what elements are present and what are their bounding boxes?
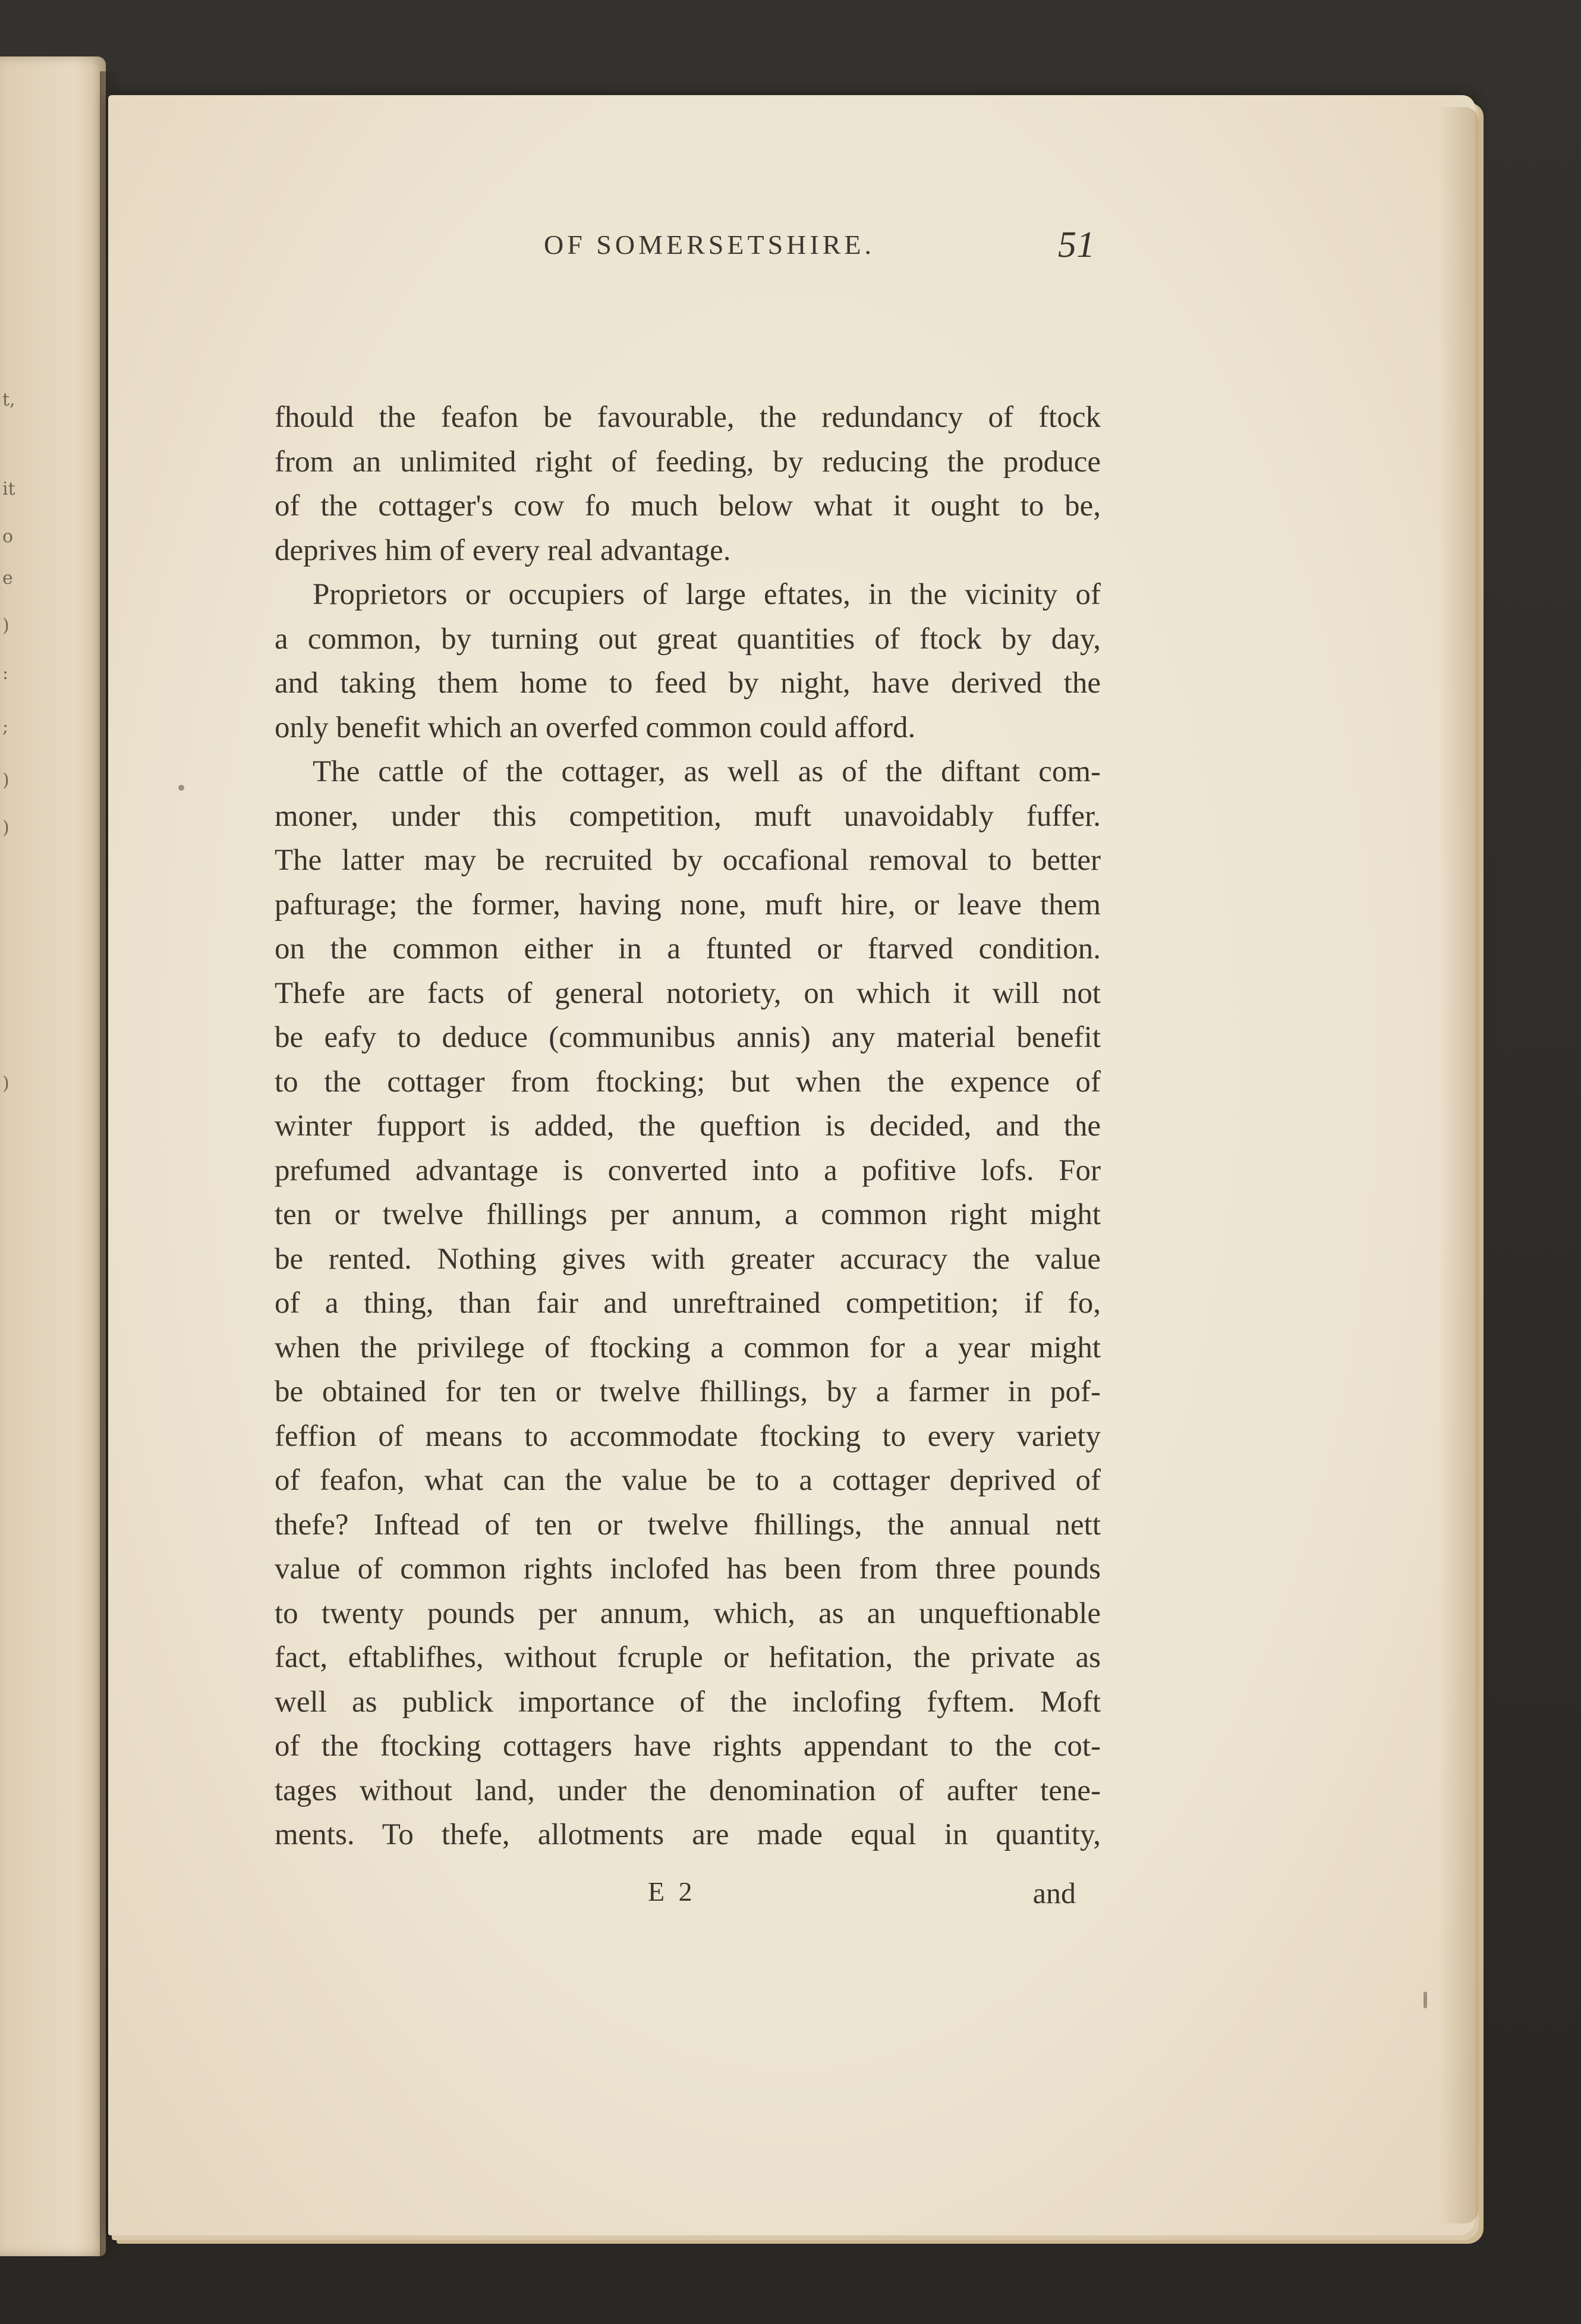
text-line: to the cottager from ftocking; but when the expence of bbox=[275, 1065, 1101, 1099]
text-line: only benefit which an overfed common could afford. bbox=[275, 710, 916, 744]
text-line: well as publick importance of the inclofing fyftem. Moft bbox=[275, 1685, 1101, 1719]
text-line: of the cottager's cow fo much below what it ought to be, bbox=[275, 489, 1101, 523]
text-line: ten or twelve fhillings per annum, a common right might bbox=[275, 1198, 1101, 1231]
text-line: when the privilege of ftocking a common for a year might bbox=[275, 1331, 1101, 1364]
text-line: fact, eftablifhes, without fcruple or hefitation, the private as bbox=[275, 1641, 1101, 1674]
left-page-fragment: t, bbox=[2, 389, 15, 410]
body-text bbox=[275, 395, 1101, 1857]
text-line: of the ftocking cottagers have rights appendant to the cot- bbox=[275, 1729, 1101, 1763]
text-line: of feafon, what can the value be to a cottager deprived of bbox=[275, 1464, 1101, 1497]
text-line: to twenty pounds per annum, which, as an unqueftionable bbox=[275, 1596, 1101, 1630]
page-header bbox=[416, 225, 1106, 288]
text-line: pafturage; the former, having none, muft hire, or leave them bbox=[275, 888, 1101, 922]
paper-speck bbox=[1423, 1992, 1427, 2008]
text-line: be obtained for ten or twelve fhillings, by a farmer in pof- bbox=[275, 1375, 1101, 1408]
text-line: deprives him of every real advantage. bbox=[275, 533, 731, 567]
text-line: thefe? Inftead of ten or twelve fhillings, the annual nett bbox=[275, 1508, 1101, 1542]
text-line: ments. To thefe, allotments are made equal in quantity, bbox=[275, 1818, 1101, 1851]
left-page-fragment: o bbox=[2, 526, 14, 547]
left-page-fragment: it bbox=[2, 479, 15, 499]
text-line: tages without land, under the denomination of aufter tene- bbox=[275, 1773, 1101, 1807]
left-page-edge bbox=[0, 56, 106, 2256]
catchword: and bbox=[1032, 1876, 1076, 1910]
text-line: Proprietors or occupiers of large eftates, in the vicinity of bbox=[313, 578, 1101, 611]
text-line: from an unlimited right of feeding, by reducing the produce bbox=[275, 445, 1101, 479]
text-line: prefumed advantage is converted into a pofitive lofs. For bbox=[275, 1153, 1101, 1187]
left-page-fragment: e bbox=[2, 568, 13, 589]
paper-speck bbox=[178, 785, 184, 791]
text-line: fhould the feafon be favourable, the redundancy of ftock bbox=[275, 401, 1101, 434]
left-page-fragment: ) bbox=[2, 817, 10, 838]
text-line: on the common either in a ftunted or ftarved condition. bbox=[275, 932, 1101, 966]
text-line: The cattle of the cottager, as well as of the diftant com- bbox=[313, 755, 1101, 788]
text-line: moner, under this competition, muft unavoidably fuffer. bbox=[275, 799, 1101, 833]
left-page-fragment: ) bbox=[2, 615, 10, 636]
left-page-fragment: ) bbox=[2, 1073, 10, 1094]
text-line: Thefe are facts of general notoriety, on which it will not bbox=[275, 976, 1101, 1010]
text-line: feffion of means to accommodate ftocking to every variety bbox=[275, 1419, 1101, 1453]
page-fore-edge bbox=[1438, 107, 1479, 2224]
text-line: be rented. Nothing gives with greater accuracy the value bbox=[275, 1242, 1101, 1276]
page-footer bbox=[648, 1876, 1076, 1917]
signature-mark: E 2 bbox=[648, 1876, 696, 1907]
text-line: The latter may be recruited by occafional removal to better bbox=[275, 844, 1101, 877]
left-page-fragment: ; bbox=[2, 716, 9, 737]
text-line: of a thing, than fair and unreftrained competition; if fo, bbox=[275, 1287, 1101, 1320]
text-line: winter fupport is added, the queftion is decided, and the bbox=[275, 1109, 1101, 1143]
text-line: value of common rights inclofed has been from three pounds bbox=[275, 1552, 1101, 1586]
page-number: 51 bbox=[1058, 225, 1095, 265]
text-line: be eafy to deduce (communibus annis) any material benefit bbox=[275, 1021, 1101, 1054]
text-line: a common, by turning out great quantities of ftock by day, bbox=[275, 622, 1101, 656]
left-page-fragment: : bbox=[2, 663, 9, 684]
left-page-fragment: ) bbox=[2, 770, 10, 791]
running-title: OF SOMERSETSHIRE. bbox=[544, 229, 875, 260]
text-line: and taking them home to feed by night, have derived the bbox=[275, 666, 1101, 700]
